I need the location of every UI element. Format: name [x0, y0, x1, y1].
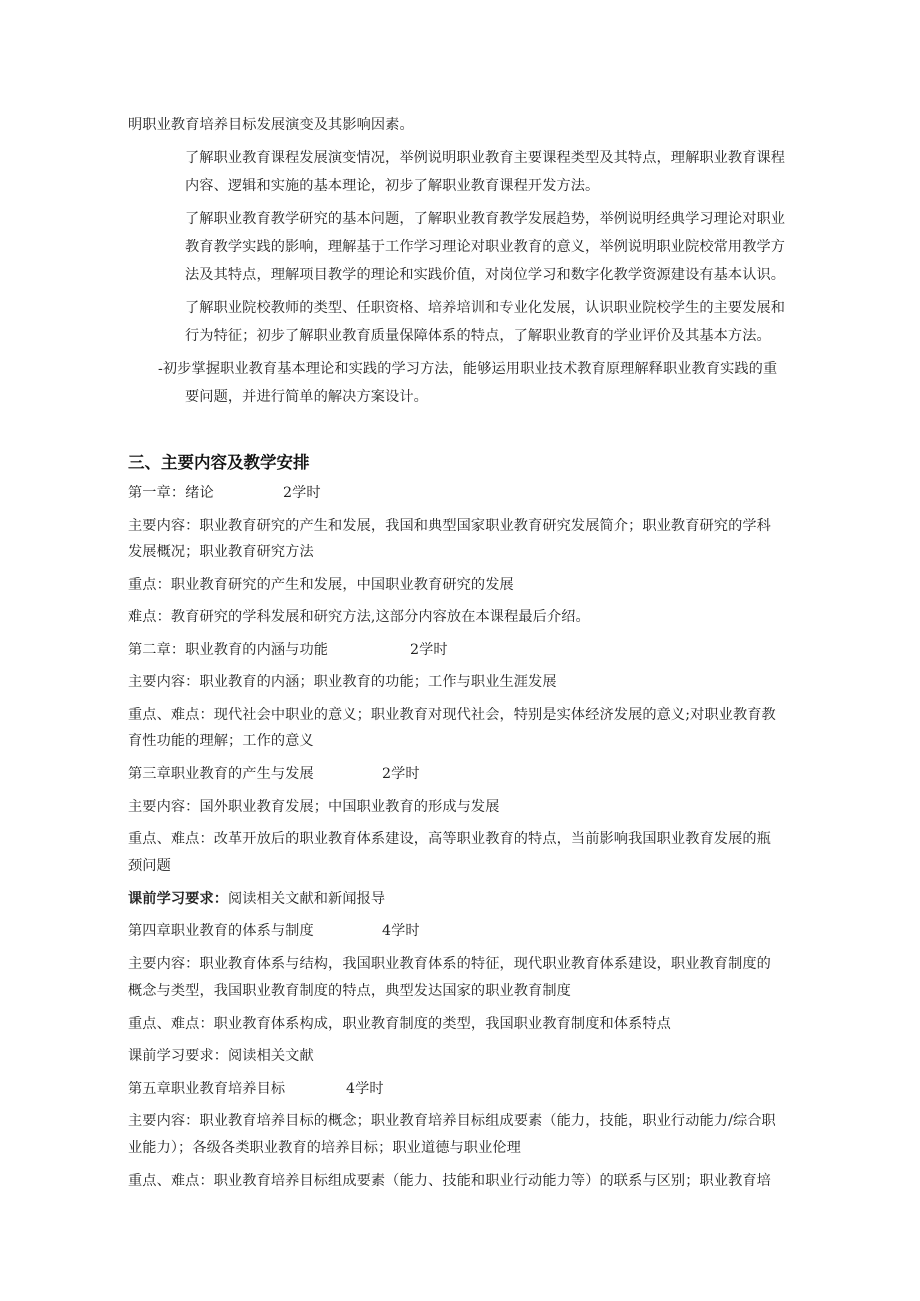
chapter-2-header	[128, 640, 528, 660]
chapter-4-content-line-1: 主要内容：职业教育体系与结构，我国职业教育体系的特征，现代职业教育体系建设，职业教育制度的	[128, 956, 771, 972]
chapter-2-content: 主要内容：职业教育的内涵；职业教育的功能；工作与职业生涯发展	[128, 674, 557, 690]
chapter-3-content: 主要内容：国外职业教育发展；中国职业教育的形成与发展	[128, 799, 500, 815]
objective-methods-line-1: -初步掌握职业教育基本理论和实践的学习方法，能够运用职业技术教育原理解释职业教育实践的重	[158, 361, 778, 377]
chapter-2-key-line-1: 重点、难点：现代社会中职业的意义；职业教育对现代社会，特别是实体经济发展的意义;对职业教育教	[128, 707, 776, 723]
chapter-2-key-line-2: 育性功能的理解；工作的意义	[128, 733, 314, 749]
chapter-title: 第一章：绪论	[128, 485, 214, 501]
prerequisite-label: 课前学习要求：	[128, 891, 229, 907]
chapter-4-header	[128, 921, 528, 941]
objective-teaching-line-1: 了解职业教育教学研究的基本问题，了解职业教育教学发展趋势，举例说明经典学习理论对职业	[185, 211, 786, 227]
chapter-title: 第三章职业教育的产生与发展	[128, 766, 314, 782]
objective-teachers-line-1: 了解职业院校教师的类型、任职资格、培养培训和专业化发展，认识职业院校学生的主要发展和	[185, 300, 786, 316]
chapter-1-header	[128, 483, 528, 503]
chapter-hours: 4学时	[382, 923, 420, 939]
chapter-4-key-points: 重点、难点：职业教育体系构成，职业教育制度的类型，我国职业教育制度和体系特点	[128, 1016, 671, 1032]
chapter-hours: 2学时	[283, 485, 321, 501]
objective-curriculum-line-1: 了解职业教育课程发展演变情况，举例说明职业教育主要课程类型及其特点，理解职业教育课程	[185, 150, 786, 166]
chapter-1-content-line-2: 发展概况；职业教育研究方法	[128, 544, 314, 560]
chapter-5-header	[128, 1079, 528, 1099]
prerequisite-text: 阅读相关文献和新闻报导	[228, 891, 386, 907]
chapter-3-key-line-2: 颈问题	[128, 858, 171, 874]
objective-teaching-line-2: 教育教学实践的影响，理解基于工作学习理论对职业教育的意义，举例说明职业院校常用教学方	[185, 239, 786, 255]
chapter-5-content-line-2: 业能力）；各级各类职业教育的培养目标；职业道德与职业伦理	[128, 1140, 521, 1156]
chapter-5-content-line-1: 主要内容：职业教育培养目标的概念；职业教育培养目标组成要素（能力，技能，职业行动能力/综合职	[128, 1113, 776, 1129]
chapter-title: 第五章职业教育培养目标	[128, 1081, 286, 1097]
chapter-1-difficulties: 难点：教育研究的学科发展和研究方法,这部分内容放在本课程最后介绍。	[128, 609, 590, 625]
objective-curriculum-line-2: 内容、逻辑和实施的基本理论，初步了解职业教育课程开发方法。	[185, 178, 600, 194]
chapter-1-content-line-1: 主要内容：职业教育研究的产生和发展，我国和典型国家职业教育研究发展简介；职业教育研究的学科	[128, 518, 771, 534]
chapter-hours: 2学时	[410, 642, 448, 658]
objective-teachers-line-2: 行为特征；初步了解职业教育质量保障体系的特点，了解职业教育的学业评价及其基本方法。	[185, 328, 771, 344]
chapter-5-key-points: 重点、难点：职业教育培养目标组成要素（能力、技能和职业行动能力等）的联系与区别；职业教育培	[128, 1173, 771, 1189]
chapter-1-key-points: 重点：职业教育研究的产生和发展，中国职业教育研究的发展	[128, 577, 514, 593]
objective-methods-line-2: 要问题，并进行简单的解决方案设计。	[185, 389, 428, 405]
chapter-3-prerequisite	[128, 889, 385, 909]
chapter-hours: 4学时	[346, 1081, 384, 1097]
objective-continuation: 明职业教育培养目标发展演变及其影响因素。	[128, 117, 414, 133]
chapter-4-content-line-2: 概念与类型，我国职业教育制度的特点，典型发达国家的职业教育制度	[128, 983, 571, 999]
objective-teaching-line-3: 法及其特点，理解项目教学的理论和实践价值，对岗位学习和数字化教学资源建设有基本认识。	[185, 267, 786, 283]
chapter-4-prerequisite: 课前学习要求：阅读相关文献	[128, 1048, 314, 1064]
chapter-hours: 2学时	[382, 766, 420, 782]
chapter-title: 第二章：职业教育的内涵与功能	[128, 642, 329, 658]
chapter-title: 第四章职业教育的体系与制度	[128, 923, 314, 939]
chapter-3-key-line-1: 重点、难点：改革开放后的职业教育体系建设，高等职业教育的特点，当前影响我国职业教育发展的瓶	[128, 831, 771, 847]
chapter-3-header	[128, 764, 528, 784]
section-heading: 三、主要内容及教学安排	[128, 453, 310, 472]
